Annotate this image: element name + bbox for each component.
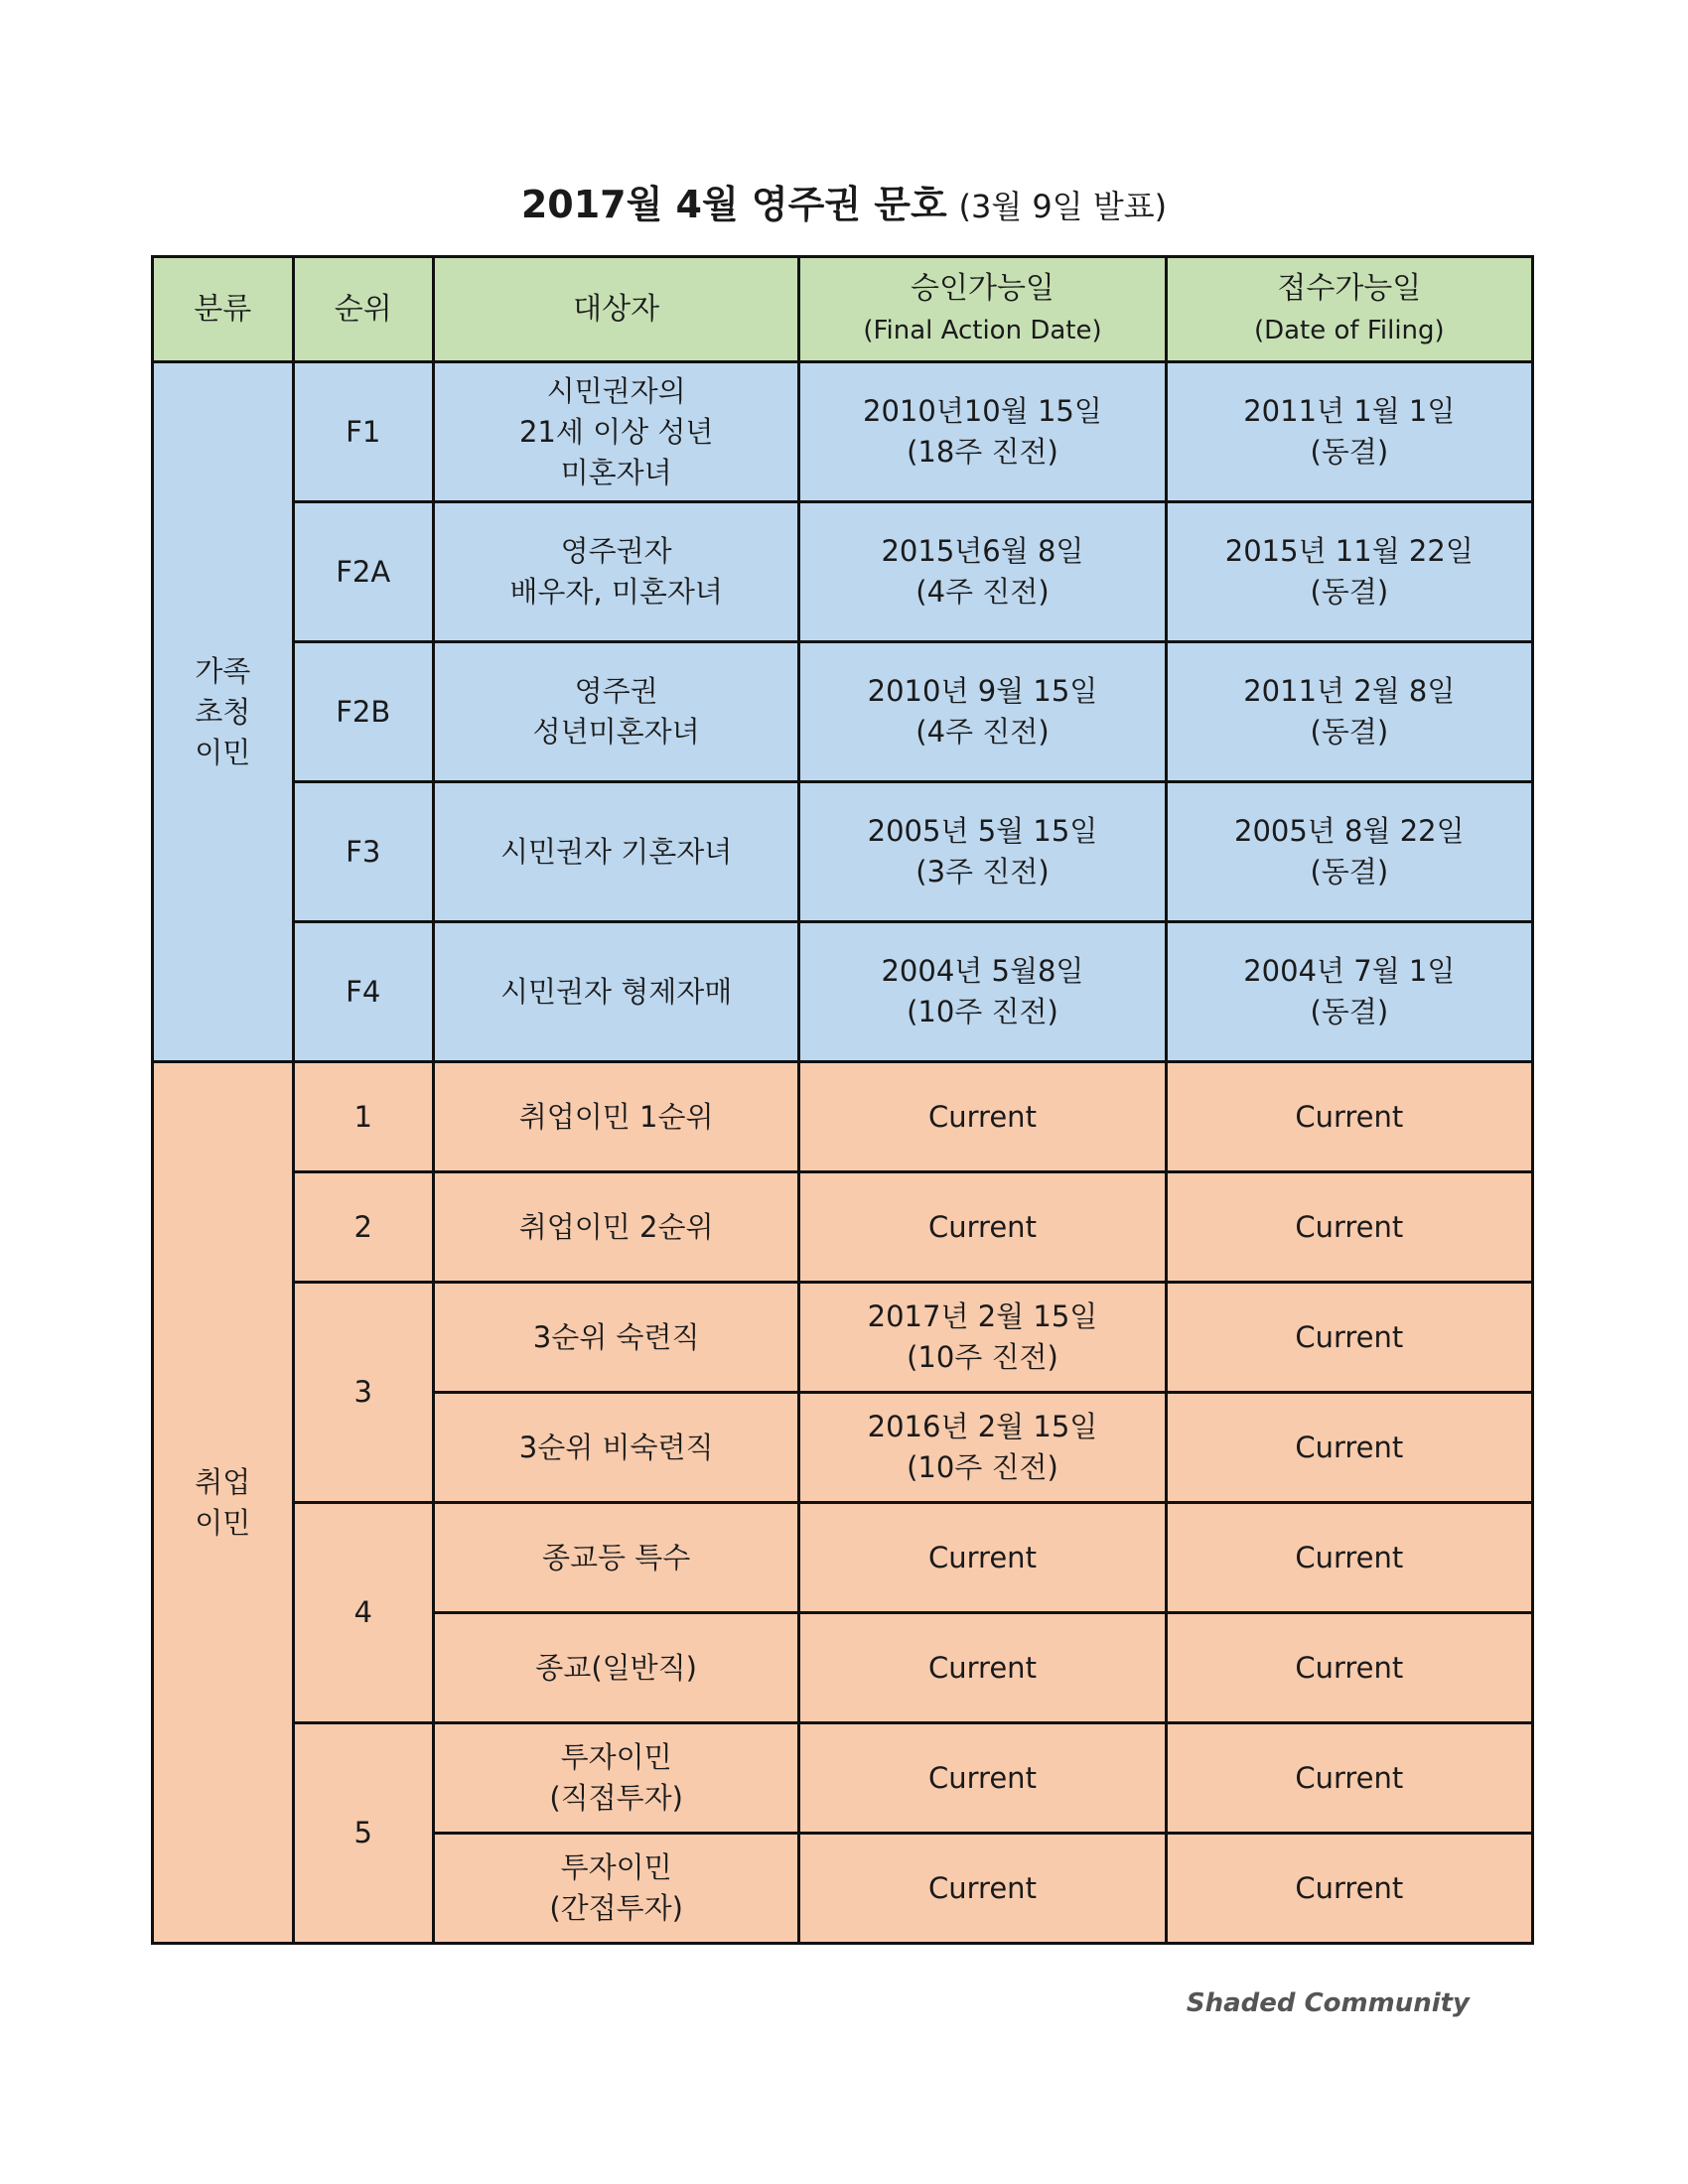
filing-cell bbox=[1166, 1503, 1532, 1613]
category-employment bbox=[153, 1062, 294, 1944]
target-cell bbox=[434, 362, 799, 502]
target-cell bbox=[434, 642, 799, 782]
final-action-date: Current bbox=[928, 1870, 1037, 1905]
final-action-date: 2010년 9월 15일 bbox=[867, 674, 1098, 708]
header-target: 대상자 bbox=[434, 257, 799, 362]
final-action-cell bbox=[799, 1283, 1166, 1393]
target-line: 투자이민 bbox=[560, 1740, 672, 1774]
filing-date: 2005년 8월 22일 bbox=[1234, 814, 1465, 848]
final-action-change: (10주 진전) bbox=[907, 1340, 1058, 1374]
final-action-change: (3주 진전) bbox=[915, 855, 1050, 888]
filing-date: 2011년 1월 1일 bbox=[1243, 394, 1456, 428]
filing-date: 2015년 11월 22일 bbox=[1224, 534, 1474, 568]
title-main: 2017월 4월 영주권 문호 bbox=[520, 183, 947, 226]
final-action-change: (4주 진전) bbox=[915, 715, 1050, 749]
target-cell bbox=[434, 1283, 799, 1393]
target-line: 3순위 비숙련직 bbox=[518, 1430, 714, 1464]
target-line: 영주권자 bbox=[560, 534, 672, 568]
rank-cell: 2 bbox=[293, 1172, 434, 1283]
target-line: 배우자, 미혼자녀 bbox=[509, 575, 723, 609]
filing-cell bbox=[1166, 782, 1532, 922]
filing-cell bbox=[1166, 362, 1532, 502]
filing-date: Current bbox=[1295, 1099, 1404, 1134]
filing-date: 2004년 7월 1일 bbox=[1243, 954, 1456, 988]
final-action-change: (10주 진전) bbox=[907, 1450, 1058, 1484]
target-line: 미혼자녀 bbox=[560, 455, 672, 489]
final-action-cell bbox=[799, 922, 1166, 1062]
table-row bbox=[153, 362, 1533, 502]
table-row bbox=[153, 1172, 1533, 1283]
final-action-change: (18주 진전) bbox=[907, 435, 1058, 469]
target-line: 시민권자의 bbox=[546, 373, 686, 408]
filing-date: Current bbox=[1295, 1650, 1404, 1685]
target-cell bbox=[434, 1172, 799, 1283]
rank-cell: 3 bbox=[293, 1283, 434, 1503]
final-action-date: Current bbox=[928, 1760, 1037, 1795]
final-action-date: Current bbox=[928, 1209, 1037, 1244]
target-line: 성년미혼자녀 bbox=[532, 715, 700, 749]
filing-cell bbox=[1166, 1283, 1532, 1393]
table-row bbox=[153, 502, 1533, 642]
filing-date: Current bbox=[1295, 1430, 1404, 1464]
target-line: 21세 이상 성년 bbox=[518, 414, 714, 449]
filing-change: (동결) bbox=[1310, 715, 1389, 749]
final-action-cell bbox=[799, 1062, 1166, 1172]
final-action-cell bbox=[799, 362, 1166, 502]
document-title bbox=[0, 175, 1688, 236]
target-line: 투자이민 bbox=[560, 1850, 672, 1884]
final-action-date: Current bbox=[928, 1540, 1037, 1574]
target-line: 시민권자 형제자매 bbox=[499, 974, 733, 1009]
filing-date: Current bbox=[1295, 1540, 1404, 1574]
header-rank: 순위 bbox=[293, 257, 434, 362]
target-cell bbox=[434, 1723, 799, 1834]
final-action-date: 2004년 5월8일 bbox=[881, 954, 1084, 988]
final-action-change: (10주 진전) bbox=[907, 995, 1058, 1028]
category-family bbox=[153, 362, 294, 1062]
header-row bbox=[153, 257, 1533, 362]
final-action-cell bbox=[799, 502, 1166, 642]
filing-date: Current bbox=[1295, 1870, 1404, 1905]
final-action-date: Current bbox=[928, 1650, 1037, 1685]
filing-cell bbox=[1166, 1613, 1532, 1723]
visa-bulletin-table bbox=[151, 255, 1534, 1945]
final-action-cell bbox=[799, 1834, 1166, 1944]
title-subtitle: (3월 9일 발표) bbox=[958, 188, 1168, 225]
final-action-cell bbox=[799, 1393, 1166, 1503]
final-action-change: (4주 진전) bbox=[915, 575, 1050, 609]
final-action-date: 2005년 5월 15일 bbox=[867, 814, 1098, 848]
table-row bbox=[153, 922, 1533, 1062]
rank-cell: F1 bbox=[293, 362, 434, 502]
target-line: (간접투자) bbox=[549, 1891, 683, 1925]
table-row bbox=[153, 782, 1533, 922]
header-final-action bbox=[799, 257, 1166, 362]
target-cell bbox=[434, 1834, 799, 1944]
filing-cell bbox=[1166, 642, 1532, 782]
target-line: 영주권 bbox=[574, 674, 658, 708]
target-cell bbox=[434, 1062, 799, 1172]
filing-date: 2011년 2월 8일 bbox=[1243, 674, 1456, 708]
target-line: 종교등 특수 bbox=[542, 1540, 691, 1574]
filing-date: Current bbox=[1295, 1319, 1404, 1354]
filing-cell bbox=[1166, 922, 1532, 1062]
filing-cell bbox=[1166, 1834, 1532, 1944]
rank-cell: 5 bbox=[293, 1723, 434, 1944]
header-filing bbox=[1166, 257, 1532, 362]
final-action-cell bbox=[799, 782, 1166, 922]
final-action-cell bbox=[799, 642, 1166, 782]
category-employment-line: 이민 bbox=[195, 1505, 251, 1540]
filing-cell bbox=[1166, 1062, 1532, 1172]
target-line: 종교(일반직) bbox=[535, 1650, 697, 1685]
final-action-date: 2010년10월 15일 bbox=[863, 394, 1102, 428]
target-line: 취업이민 1순위 bbox=[518, 1099, 714, 1134]
target-cell bbox=[434, 782, 799, 922]
table-row bbox=[153, 1062, 1533, 1172]
header-filing-ko: 접수가능일 bbox=[1277, 270, 1422, 306]
target-cell bbox=[434, 1613, 799, 1723]
filing-cell bbox=[1166, 1723, 1532, 1834]
category-family-line: 이민 bbox=[195, 735, 251, 769]
rank-cell: F4 bbox=[293, 922, 434, 1062]
table-row bbox=[153, 1723, 1533, 1834]
target-cell bbox=[434, 922, 799, 1062]
final-action-cell bbox=[799, 1613, 1166, 1723]
target-line: 3순위 숙련직 bbox=[532, 1319, 700, 1354]
final-action-date: 2016년 2월 15일 bbox=[867, 1410, 1098, 1443]
final-action-cell bbox=[799, 1723, 1166, 1834]
final-action-cell bbox=[799, 1503, 1166, 1613]
filing-date: Current bbox=[1295, 1209, 1404, 1244]
target-line: (직접투자) bbox=[549, 1781, 683, 1815]
final-action-date: 2017년 2월 15일 bbox=[867, 1299, 1098, 1333]
target-line: 시민권자 기혼자녀 bbox=[499, 834, 733, 869]
filing-cell bbox=[1166, 502, 1532, 642]
header-category: 분류 bbox=[153, 257, 294, 362]
rank-cell: F2A bbox=[293, 502, 434, 642]
rank-cell: 4 bbox=[293, 1503, 434, 1723]
final-action-cell bbox=[799, 1172, 1166, 1283]
header-final-action-ko: 승인가능일 bbox=[911, 270, 1055, 306]
filing-cell bbox=[1166, 1172, 1532, 1283]
target-cell bbox=[434, 502, 799, 642]
table-row bbox=[153, 1503, 1533, 1613]
target-cell bbox=[434, 1393, 799, 1503]
table-row bbox=[153, 642, 1533, 782]
rank-cell: 1 bbox=[293, 1062, 434, 1172]
final-action-date: Current bbox=[928, 1099, 1037, 1134]
filing-change: (동결) bbox=[1310, 435, 1389, 469]
table-row bbox=[153, 1283, 1533, 1393]
category-employment-line: 취업 bbox=[195, 1464, 251, 1499]
target-line: 취업이민 2순위 bbox=[518, 1209, 714, 1244]
target-cell bbox=[434, 1503, 799, 1613]
final-action-date: 2015년6월 8일 bbox=[881, 534, 1084, 568]
header-final-action-en: (Final Action Date) bbox=[863, 315, 1102, 345]
filing-date: Current bbox=[1295, 1760, 1404, 1795]
credit-text: Shaded Community bbox=[1186, 1988, 1470, 2018]
rank-cell: F2B bbox=[293, 642, 434, 782]
filing-change: (동결) bbox=[1310, 575, 1389, 609]
rank-cell: F3 bbox=[293, 782, 434, 922]
filing-cell bbox=[1166, 1393, 1532, 1503]
header-filing-en: (Date of Filing) bbox=[1253, 315, 1445, 345]
filing-change: (동결) bbox=[1310, 855, 1389, 888]
category-family-line: 가족 bbox=[195, 653, 251, 688]
category-family-line: 초청 bbox=[195, 694, 251, 729]
filing-change: (동결) bbox=[1310, 995, 1389, 1028]
